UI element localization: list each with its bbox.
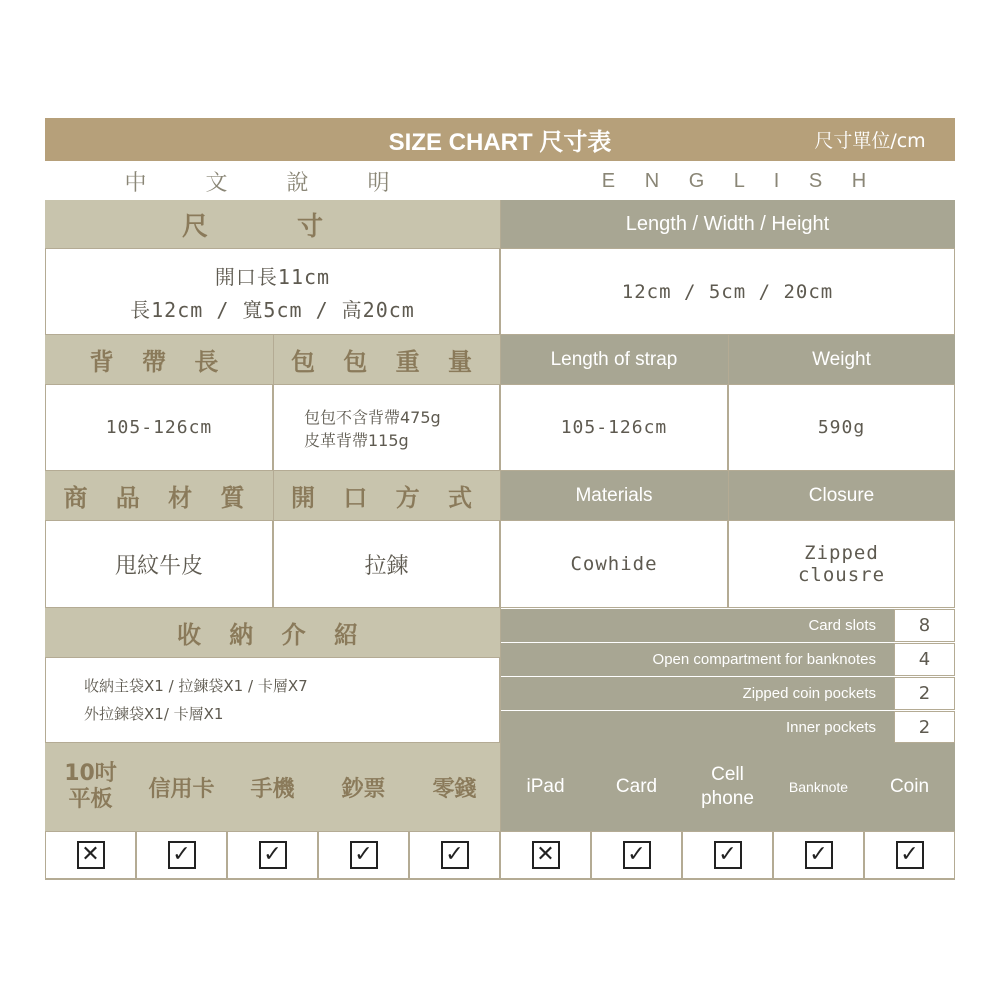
strap-value-en: 105-126cm [500,384,728,471]
strap-header-en: Length of strap [500,335,728,384]
fits-header-cell-phone: Cell phone [682,743,773,831]
divider [728,335,729,608]
closure-line-2: clousre [797,564,886,586]
storage-item-inner-pockets [500,711,894,743]
fits-header-coin-en: Coin [864,743,955,831]
weight-value-zh [273,384,500,471]
fits-header-credit-card: 信用卡 [136,743,227,831]
chart-title: SIZE CHART 尺寸表 [388,129,612,156]
weight-header-zh: 包 包 重 量 [273,335,500,384]
weight-value-en: 590g [728,384,955,471]
checkbox-crossed-icon: ✕ [77,841,105,869]
fits-header-tablet: 10吋 平板 [45,743,136,831]
material-value-zh: 甩紋牛皮 [45,520,273,608]
storage-header-zh: 收 納 介 紹 [45,608,500,657]
material-value-en: Cowhide [500,520,728,608]
storage-item-label: Inner pockets [785,718,876,736]
fits-cell-zh-1 [136,831,227,879]
strap-header-zh: 背 帶 長 [45,335,273,384]
size-header-en: Length / Width / Height [500,200,955,248]
checkbox-checked-icon: ✓ [259,841,287,869]
size-value-zh [45,248,500,335]
closure-line-1: Zipped [804,542,879,564]
unit-label: 尺寸單位/cm [814,130,926,152]
english-section-label: E N G L I S H [601,169,879,192]
closure-value-zh: 拉鍊 [273,520,500,608]
bag-weight: 包包不含背帶475g [304,407,441,427]
fits-cell-zh-2 [227,831,318,879]
checkbox-checked-icon: ✓ [350,841,378,869]
fits-cell-en-0 [500,831,591,879]
strap-weight: 皮革背帶115g [304,430,409,450]
checkbox-checked-icon: ✓ [168,841,196,869]
storage-value-zh [45,657,500,743]
fits-header-phone: 手機 [227,743,318,831]
size-header-zh: 尺 寸 [45,200,500,248]
fits-cell-en-4 [864,831,955,879]
closure-value-en [728,520,955,608]
fits-header-banknote-en: Banknote [773,743,864,831]
closure-header-en: Closure [728,471,955,520]
opening-length: 開口長11cm [214,264,331,289]
checkbox-checked-icon: ✓ [623,841,651,869]
checkbox-checked-icon: ✓ [805,841,833,869]
fits-cell-en-3 [773,831,864,879]
storage-count-card-slots: 8 [894,609,955,642]
fits-header-banknote: 鈔票 [318,743,409,831]
storage-item-banknotes [500,643,894,676]
checkbox-crossed-icon: ✕ [532,841,560,869]
storage-count-coin-pockets: 2 [894,677,955,710]
divider [273,335,274,608]
storage-item-label: Zipped coin pockets [742,685,876,702]
material-header-zh: 商 品 材 質 [45,471,273,520]
size-value-en: 12cm / 5cm / 20cm [500,248,955,335]
fits-cell-zh-3 [318,831,409,879]
closure-header-zh: 開 口 方 式 [273,471,500,520]
storage-item-label: Open compartment for banknotes [652,651,876,668]
storage-item-card-slots [500,609,894,642]
fits-header-ipad: iPad [500,743,591,831]
storage-count-banknotes: 4 [894,643,955,676]
chinese-section-label: 中 文 說 明 [124,170,416,196]
divider [500,200,501,879]
checkbox-checked-icon: ✓ [896,841,924,869]
checkbox-checked-icon: ✓ [714,841,742,869]
material-header-en: Materials [500,471,728,520]
storage-line-2: 外拉鍊袋X1/ 卡層X1 [84,705,224,723]
storage-item-label: Card slots [808,617,876,634]
fits-cell-zh-0 [45,831,136,879]
dimensions-zh: 長12cm / 寬5cm / 高20cm [130,297,415,322]
divider [45,879,955,880]
checkbox-checked-icon: ✓ [441,841,469,869]
strap-value-zh: 105-126cm [45,384,273,471]
fits-header-coin: 零錢 [409,743,500,831]
fits-cell-zh-4 [409,831,500,879]
storage-line-1: 收納主袋X1 / 拉鍊袋X1 / 卡層X7 [84,677,308,695]
fits-header-card: Card [591,743,682,831]
fits-cell-en-2 [682,831,773,879]
weight-header-en: Weight [728,335,955,384]
fits-cell-en-1 [591,831,682,879]
storage-item-coin-pockets [500,677,894,710]
storage-count-inner-pockets: 2 [894,711,955,743]
